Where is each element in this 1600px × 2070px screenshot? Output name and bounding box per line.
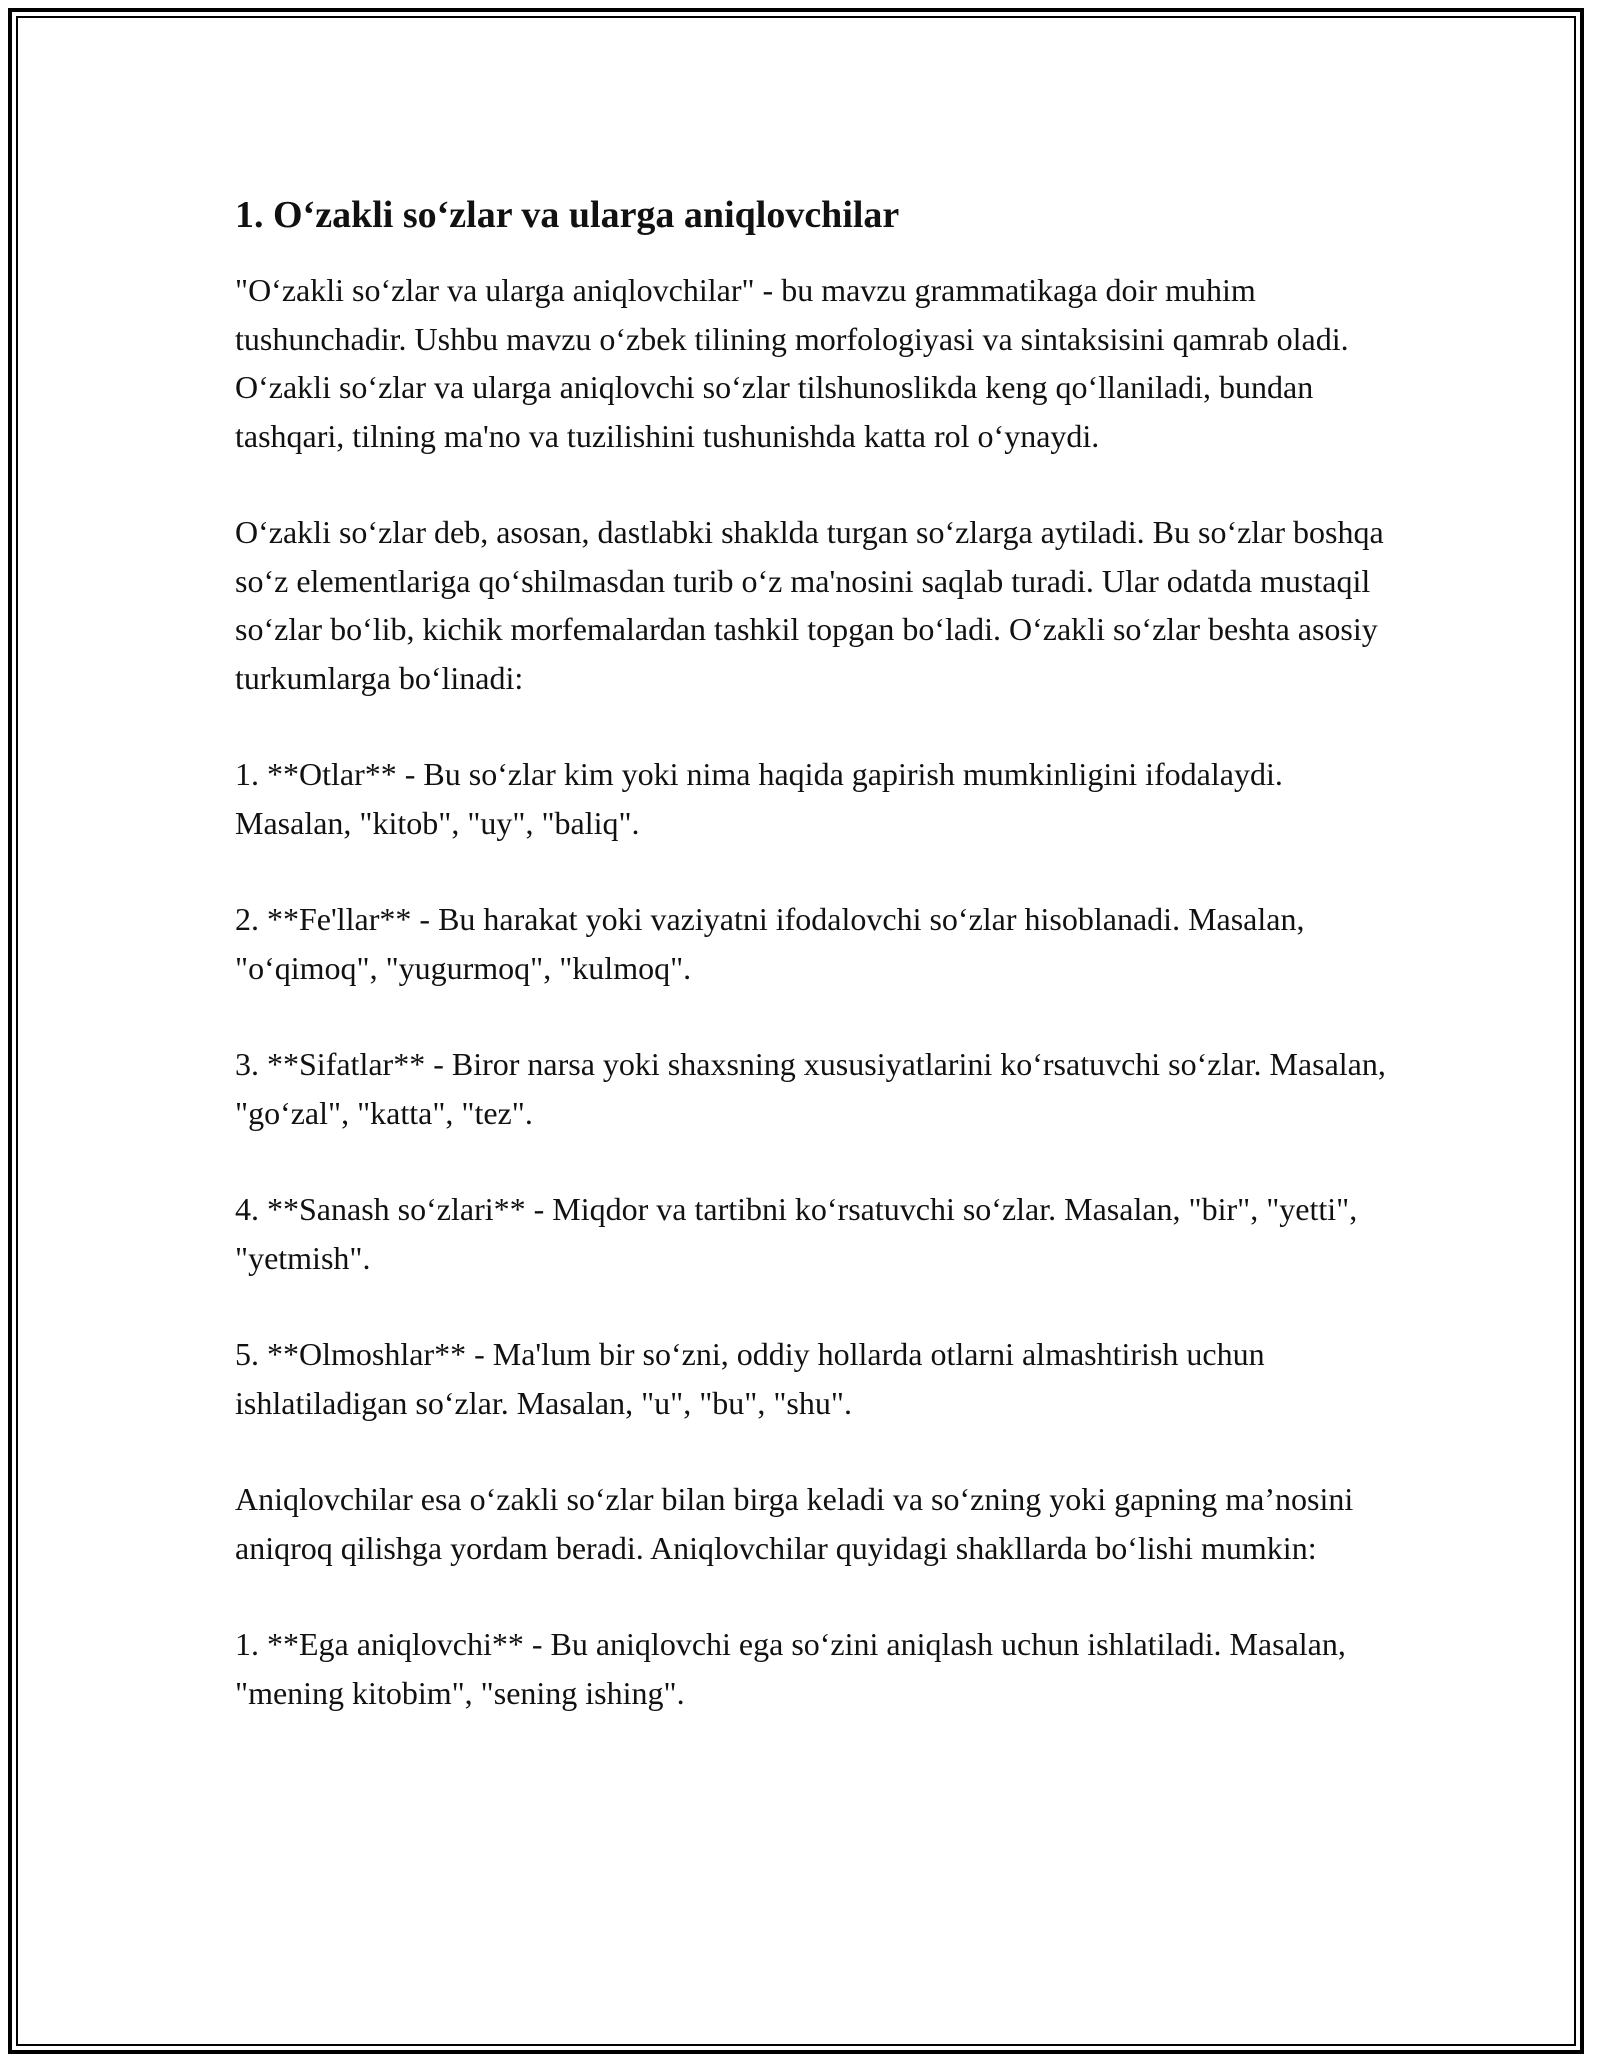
section-heading: 1. O‘zakli so‘zlar va ularga aniqlovchilar — [235, 194, 900, 236]
aniqlovchilar-paragraph: Aniqlovchilar esa o‘zakli so‘zlar bilan birga keladi va so‘zning yoki gapning ma’nosini aniqroq qilishga yordam beradi. Aniqlovchilar quyidagi shakllarda bo‘lishi mumkin: — [235, 1481, 1354, 1566]
list-item-ega-aniqlovchi: 1. **Ega aniqlovchi** - Bu aniqlovchi ega so‘zini aniqlash uchun ishlatiladi. Masalan, "mening kitobim", "sening ishing". — [235, 1626, 1346, 1711]
definition-paragraph: O‘zakli so‘zlar deb, asosan, dastlabki shaklda turgan so‘zlarga aytiladi. Bu so‘zlar boshqa so‘z elementlariga qo‘shilmasdan turib o‘z ma'nosini saqlab turadi. Ular odatda mustaqil so‘zlar bo‘lib, kichik morfemalardan tashkil topgan bo‘ladi. O‘zakli so‘zlar beshta asosiy turkumlarga bo‘linadi: — [235, 514, 1384, 696]
list-item-sifatlar: 3. **Sifatlar** - Biror narsa yoki shaxsning xususiyatlarini ko‘rsatuvchi so‘zlar. Masalan, "go‘zal", "katta", "tez". — [235, 1046, 1386, 1131]
list-item-sanash-sozlari: 4. **Sanash so‘zlari** - Miqdor va tartibni ko‘rsatuvchi so‘zlar. Masalan, "bir", "yetti", "yetmish". — [235, 1191, 1358, 1276]
list-item-olmoshlar: 5. **Olmoshlar** - Ma'lum bir so‘zni, oddiy hollarda otlarni almashtirish uchun ishlatiladigan so‘zlar. Masalan, "u", "bu", "shu". — [235, 1336, 1265, 1421]
list-item-otlar: 1. **Otlar** - Bu so‘zlar kim yoki nima haqida gapirish mumkinligini ifodalaydi. Masalan, "kitob", "uy", "baliq". — [235, 756, 1283, 841]
document-body — [235, 180, 1390, 1717]
list-item-fellar: 2. **Fe'llar** - Bu harakat yoki vaziyatni ifodalovchi so‘zlar hisoblanadi. Masalan, "o‘qimoq", "yugurmoq", "kulmoq". — [235, 901, 1305, 986]
intro-paragraph: "O‘zakli so‘zlar va ularga aniqlovchilar" - bu mavzu grammatikaga doir muhim tushunchadir. Ushbu mavzu o‘zbek tilining morfologiyasi va sintaksisini qamrab oladi. O‘zakli so‘zlar va ularga aniqlovchi so‘zlar tilshunoslikda keng qo‘llaniladi, bundan tashqari, tilning ma'no va tuzilishini tushunishda katta rol o‘ynaydi. — [235, 272, 1349, 454]
